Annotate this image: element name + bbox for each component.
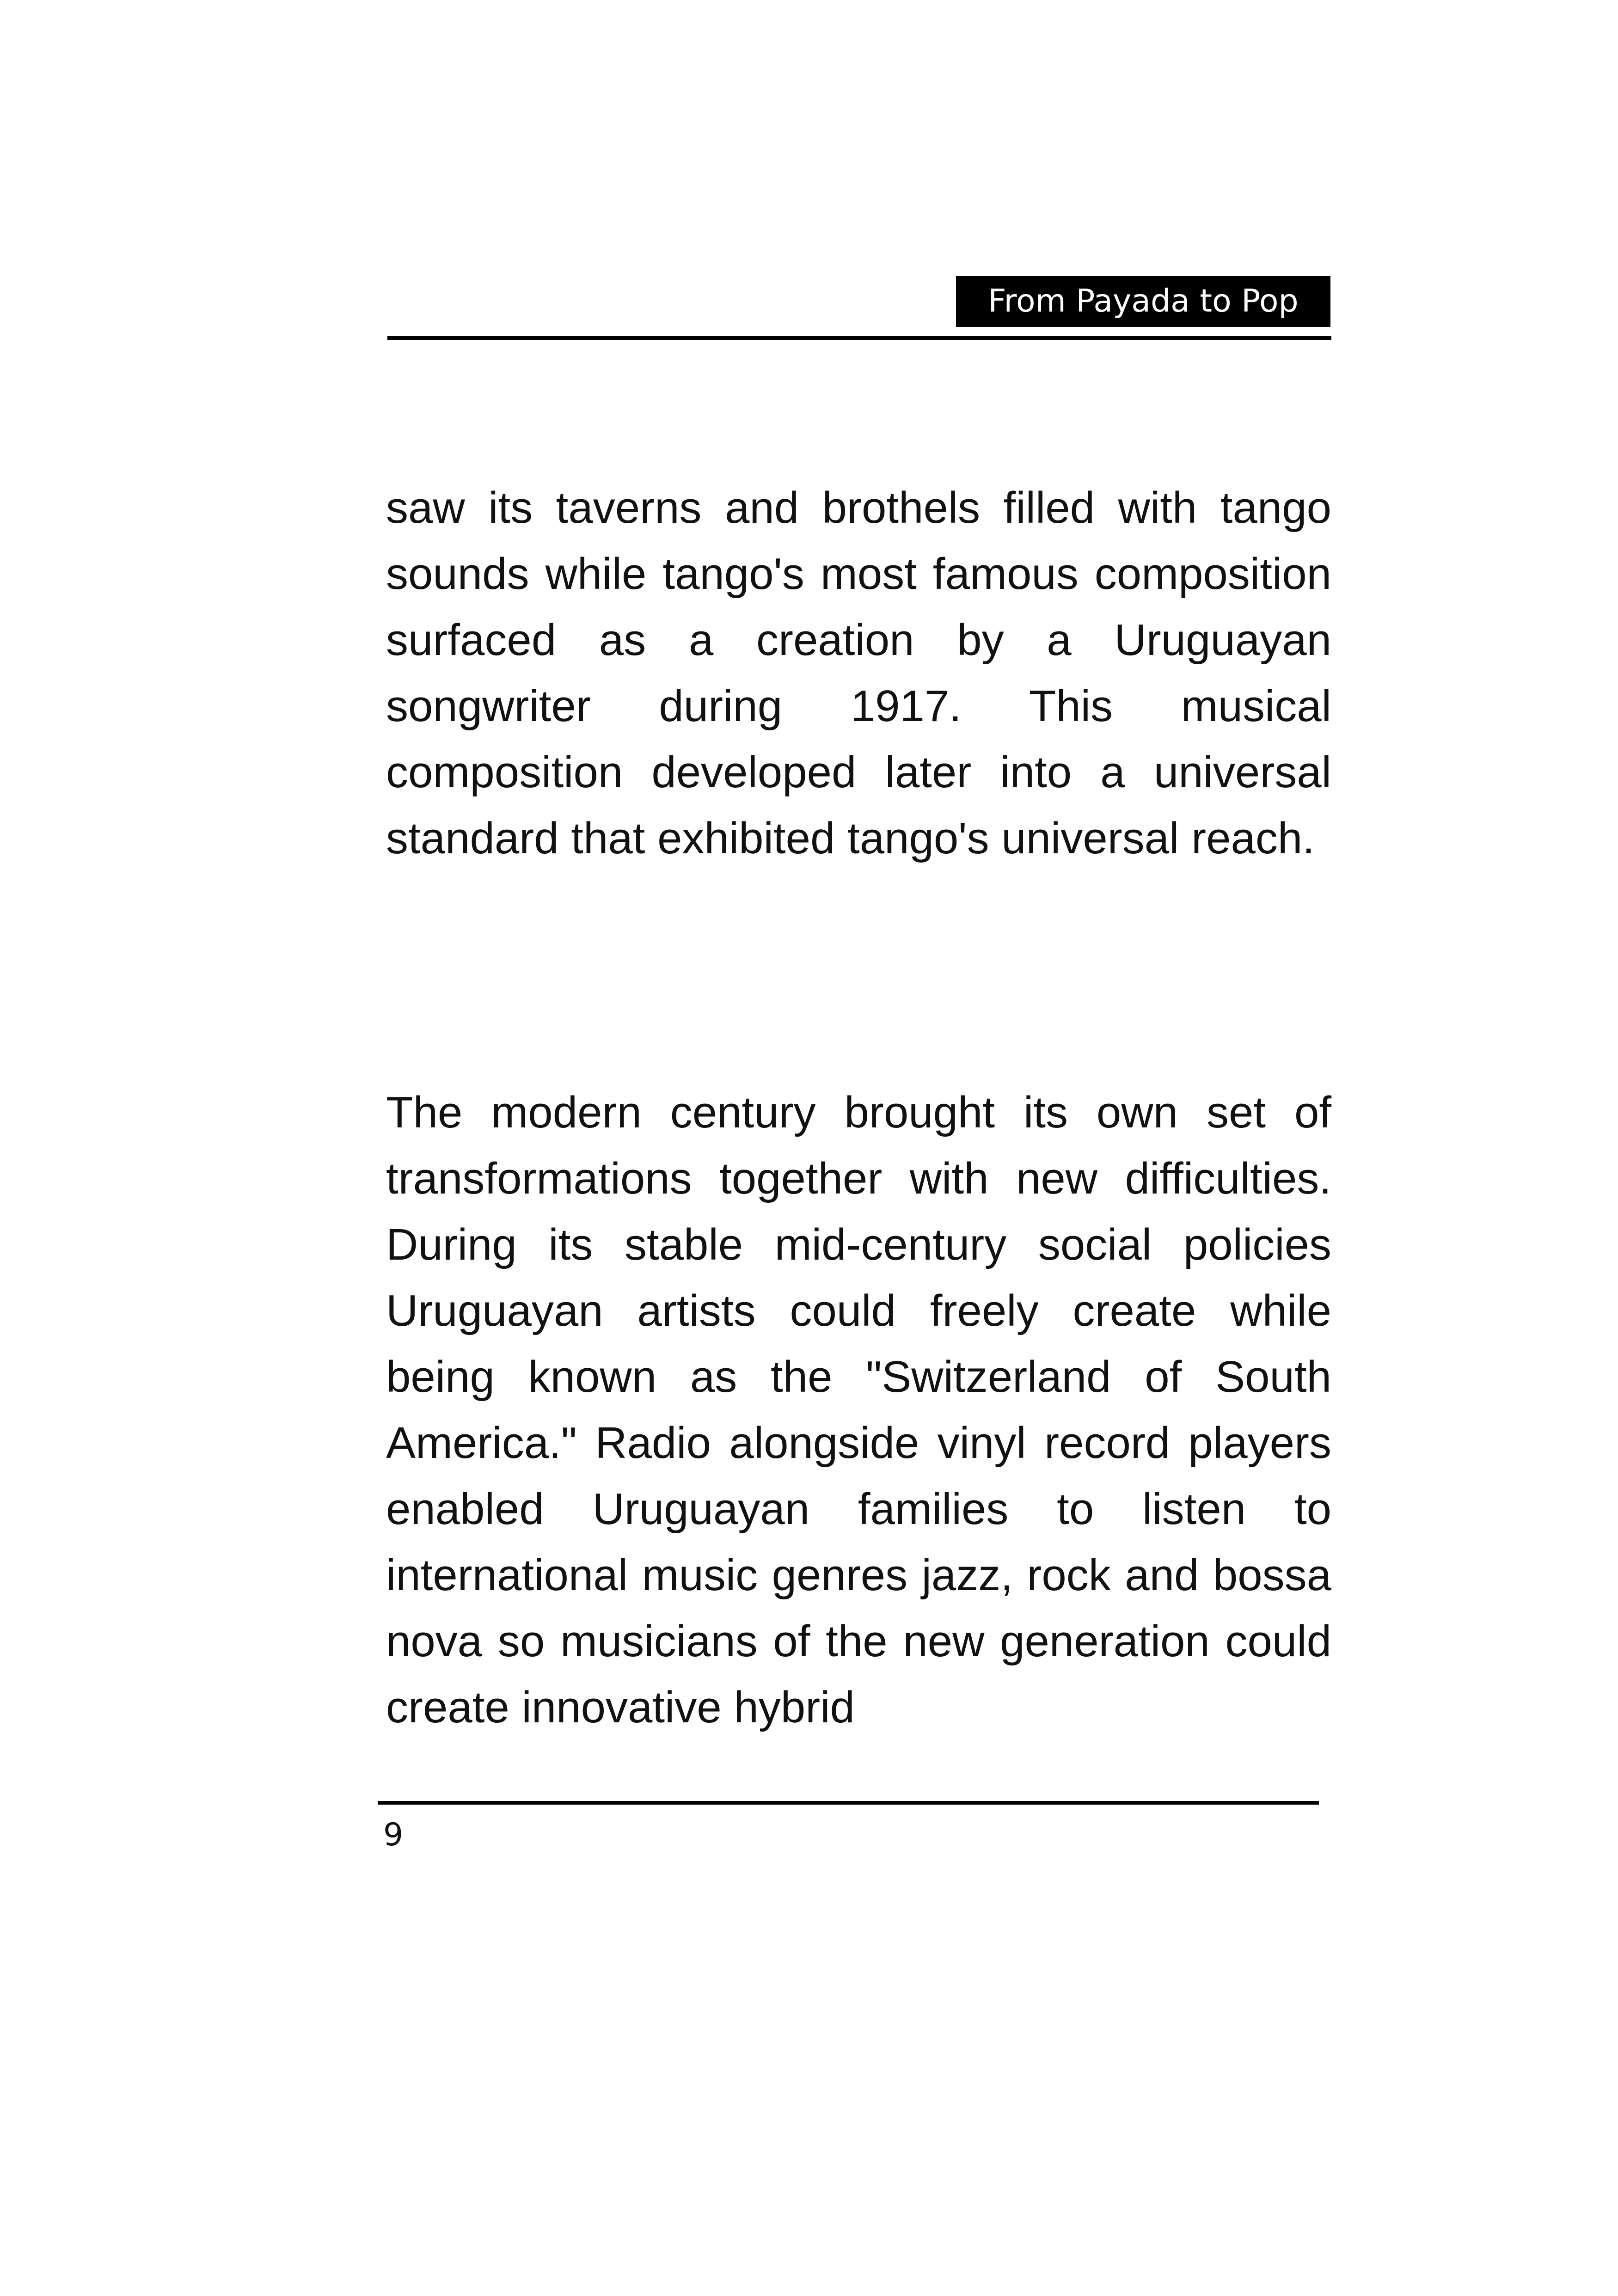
running-header-title: From Payada to Pop: [956, 276, 1330, 327]
header-divider: [387, 336, 1331, 340]
footer-divider: [378, 1801, 1319, 1805]
page-number: 9: [383, 1817, 404, 1853]
body-paragraph: saw its taverns and brothels filled with tango sounds while tango's most famous composition surfaced as a creation by a Uruguayan songwriter during 1917. This musical composition developed later into a universal standard that exhibited tango's universal reach.: [386, 483, 1331, 863]
body-paragraph: The modern century brought its own set of transformations together with new difficulties. During its stable mid-century social policies Uruguayan artists could freely create while being known as the "Switzerland of South America." Radio alongside vinyl record players enabled Uruguayan families to listen to international music genres jazz, rock and bossa nova so musicians of the new generation could create innovative hybrid: [386, 1088, 1331, 1732]
